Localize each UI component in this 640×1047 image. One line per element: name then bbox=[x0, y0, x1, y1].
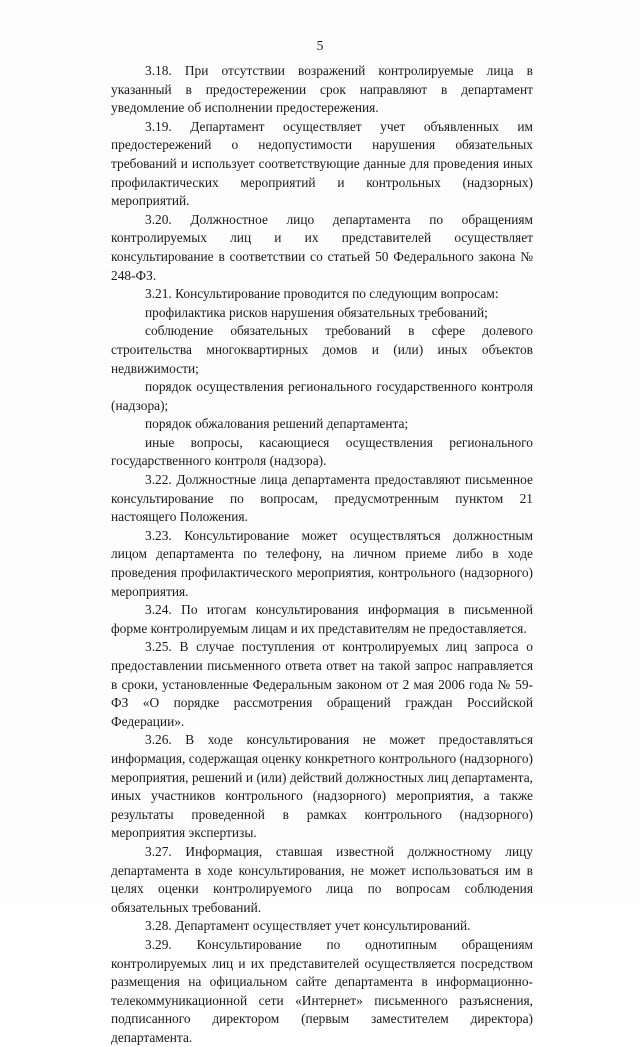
paragraph-3-28: 3.28. Департамент осуществляет учет консультирований. bbox=[145, 918, 471, 934]
paragraph-3-29: 3.29. Консультирование по однотипным обращениям контролируемых лиц и их представителей осуществляется посредством размещения на официальном сайте департамента в информационно-телекоммуникационной сети «Интернет» письменного разъяснения, подписанного директором (первым заместителем директора) департамента. bbox=[111, 936, 533, 1045]
paragraph-3-20: 3.20. Должностное лицо департамента по обращениям контролируемых лиц и их представителей осуществляет консультирование в соответствии со статьей 50 Федерального закона № 248-ФЗ. bbox=[111, 211, 533, 283]
paragraph-3-22: 3.22. Должностные лица департамента предоставляют письменное консультирование по вопросам, предусмотренным пунктом 21 настоящего Положения. bbox=[111, 472, 533, 525]
paragraph-3-24: 3.24. По итогам консультирования информация в письменной форме контролируемым лицам и их представителям не предоставляется. bbox=[111, 602, 533, 636]
paragraph-3-27: 3.27. Информация, ставшая известной должностному лицу департамента в ходе консультирования, не может использоваться им в целях оценки контролируемого лица по вопросам соблюдения обязательных требований. bbox=[111, 843, 533, 915]
paragraph-3-19: 3.19. Департамент осуществляет учет объявленных им предостережений о недопустимости нарушения обязательных требований и использует соответствующие данные для проведения иных профилактических мероприятий и контрольных (надзорных) мероприятий. bbox=[111, 118, 533, 209]
list-item-control-procedure: порядок осуществления регионального государственного контроля (надзора); bbox=[111, 379, 533, 413]
paragraph-3-23: 3.23. Консультирование может осуществляться должностным лицом департамента по телефону, на личном приеме либо в ходе проведения профилактического мероприятия, контрольного (надзорного) мероприятия. bbox=[111, 527, 533, 599]
paragraph-3-25: 3.25. В случае поступления от контролируемых лиц запроса о предоставлении письменного ответа ответ на такой запрос направляется в сроки, установленные Федеральным законом от 2 мая 2006 года № 59-ФЗ «О порядке рассмотрения обращений граждан Российской Федерации». bbox=[111, 639, 533, 729]
list-item-risk-prevention: профилактика рисков нарушения обязательных требований; bbox=[145, 304, 488, 320]
paragraph-3-18: 3.18. При отсутствии возражений контролируемые лица в указанный в предостережении срок направляют в департамент уведомление об исполнении предостережения. bbox=[111, 63, 533, 116]
document-body bbox=[111, 62, 533, 1047]
paragraph-3-26: 3.26. В ходе консультирования не может предоставляться информация, содержащая оценку конкретного контрольного (надзорного) мероприятия, решений и (или) действий должностных лиц департамента, иных участников контрольного (надзорного) мероприятия, а также результаты проведенной в рамках контрольного (надзорного) мероприятия экспертизы. bbox=[111, 732, 533, 841]
list-item-appeal-procedure: порядок обжалования решений департамента; bbox=[145, 416, 409, 432]
list-item-other-questions: иные вопросы, касающиеся осуществления регионального государственного контроля (надзора). bbox=[111, 434, 533, 469]
paragraph-3-21: 3.21. Консультирование проводится по следующим вопросам: bbox=[145, 286, 499, 302]
page-number: 5 bbox=[316, 38, 324, 53]
list-item-compliance: соблюдение обязательных требований в сфере долевого строительства многоквартирных домов и (или) иных объектов недвижимости; bbox=[111, 323, 533, 376]
